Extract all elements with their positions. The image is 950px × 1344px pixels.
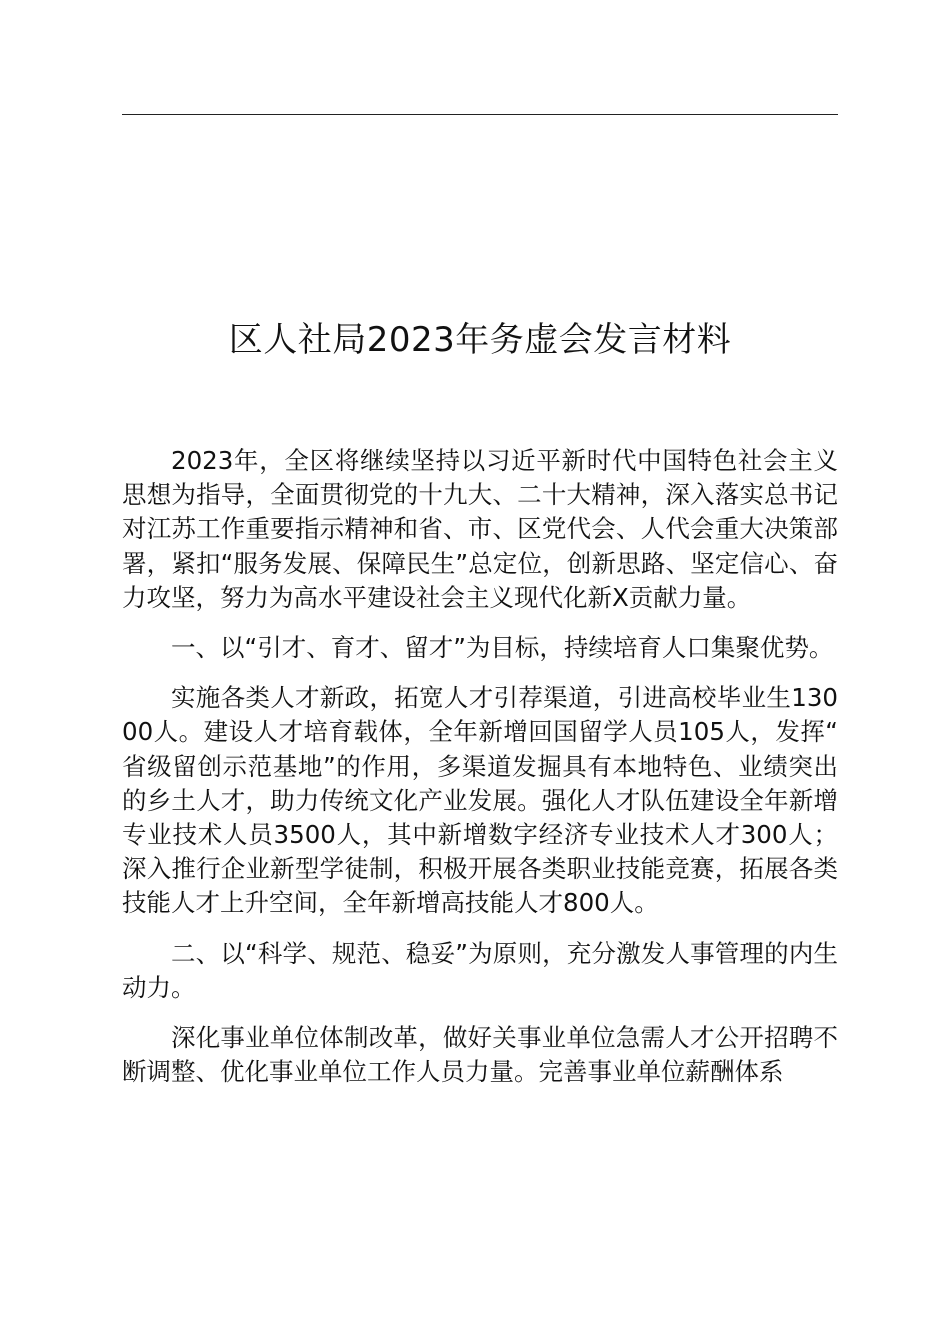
document-title: 区人社局2023年务虚会发言材料 (228, 320, 732, 360)
section-2-paragraph: 深化事业单位体制改革，做好关事业单位急需人才公开招聘不断调整、优化事业单位工作人员力量。完善事业单位薪酬体系 (122, 1023, 838, 1087)
section-heading-1: 一、以“引才、育才、留才”为目标，持续培育人口集聚优势。 (171, 633, 834, 663)
intro-paragraph: 2023年，全区将继续坚持以习近平新时代中国特色社会主义思想为指导，全面贯彻党的十九大、二十大精神，深入落实总书记对江苏工作重要指示精神和省、市、区党代会、人代会重大决策部署，紧扣“服务发展、保障民生”总定位，创新思路、坚定信心、奋力攻坚，努力为高水平建设社会主义现代化新X贡献力量。 (122, 446, 838, 612)
section-1-paragraph: 实施各类人才新政，拓宽人才引荐渠道，引进高校毕业生13000人。建设人才培育载体，全年新增回国留学人员105人，发挥“省级留创示范基地”的作用，多渠道发掘具有本地特色、业绩突出的乡土人才，助力传统文化产业发展。强化人才队伍建设全年新增专业技术人员3500人，其中新增数字经济专业技术人才300人；深入推行企业新型学徒制，积极开展各类职业技能竞赛，拓展各类技能人才上升空间，全年新增高技能人才800人。 (122, 683, 838, 918)
header-rule (122, 114, 838, 115)
section-heading-2: 二、以“科学、规范、稳妥”为原则，充分激发人事管理的内生动力。 (122, 938, 838, 1002)
document-body (122, 444, 838, 1105)
